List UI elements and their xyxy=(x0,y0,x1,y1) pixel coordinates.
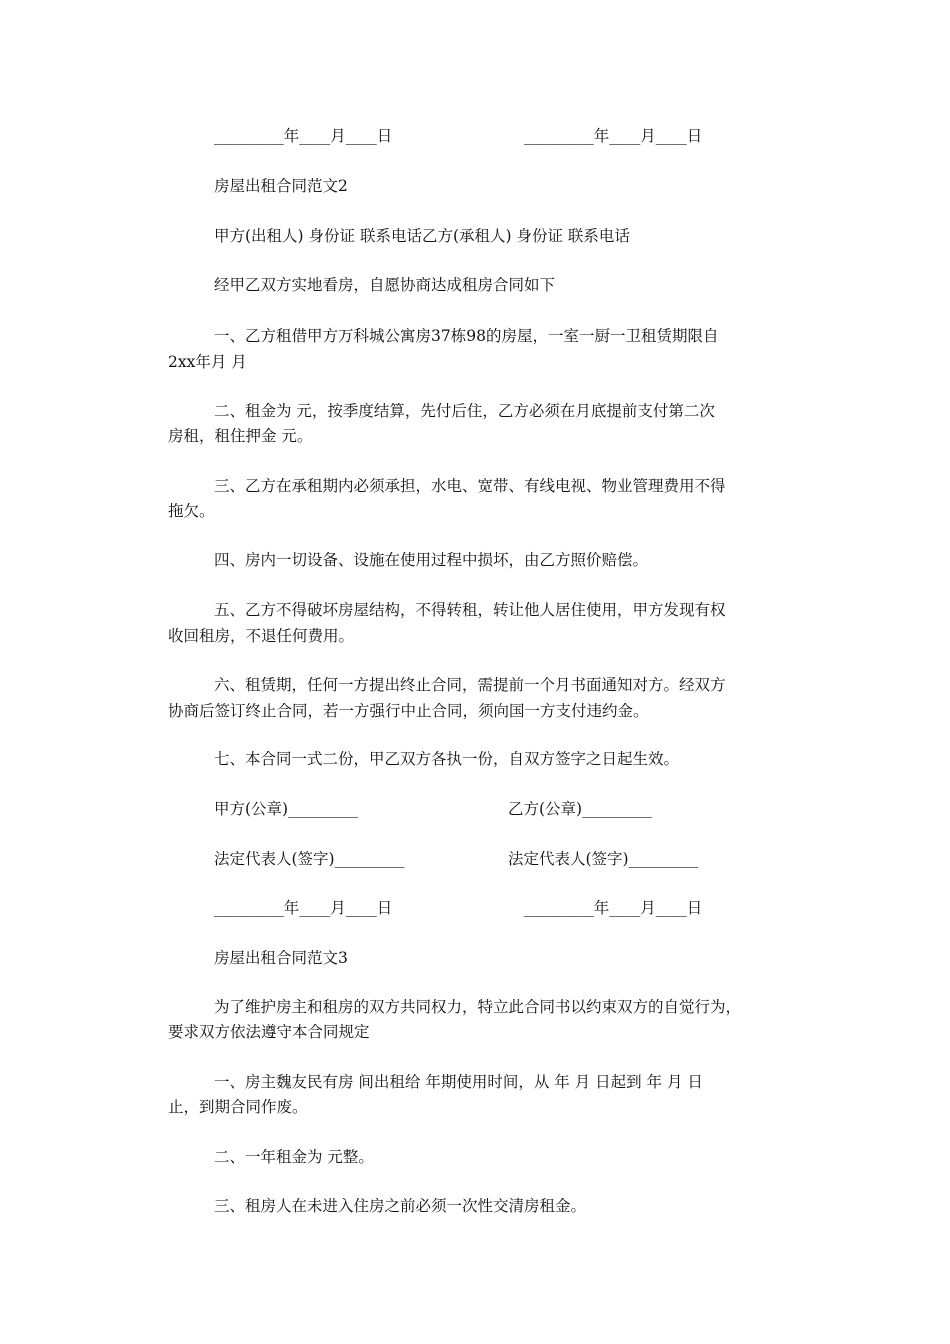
clause-5-line-1: 五、乙方不得破坏房屋结构，不得转租，转让他人居住使用，甲方发现有权 xyxy=(214,601,726,619)
clause-1-line-2: 2xx年月 月 xyxy=(168,353,247,371)
section3-title: 房屋出租合同范文3 xyxy=(214,949,348,967)
signature-party-b-seal: 乙方(公章)_________ xyxy=(508,800,652,818)
section3-clause-2-line-1: 二、一年租金为 元整。 xyxy=(214,1148,374,1166)
section3-clause-3-line-1: 三、租房人在未进入住房之前必须一次性交清房租金。 xyxy=(214,1197,587,1215)
clause-6-line-2: 协商后签订终止合同，若一方强行中止合同，须向国一方支付违约金。 xyxy=(168,702,649,720)
parties-line: 甲方(出租人) 身份证 联系电话乙方(承租人) 身份证 联系电话 xyxy=(214,227,630,245)
clause-2-line-2: 房租，租住押金 元。 xyxy=(168,427,313,445)
clause-4-line-1: 四、房内一切设备、设施在使用过程中损坏，由乙方照价赔偿。 xyxy=(214,551,649,569)
top-date-left: _________年____月____日 xyxy=(214,127,393,145)
clause-6-line-1: 六、租赁期，任何一方提出终止合同，需提前一个月书面通知对方。经双方 xyxy=(214,676,726,694)
section3-clause-1-line-2: 止，到期合同作废。 xyxy=(168,1098,308,1116)
signature-party-b-representative: 法定代表人(签字)_________ xyxy=(508,850,699,868)
date2-left: _________年____月____日 xyxy=(214,899,393,917)
clause-3-line-2: 拖欠。 xyxy=(168,502,215,520)
section3-intro-line-2: 要求双方依法遵守本合同规定 xyxy=(168,1023,370,1041)
clause-1-line-1: 一、乙方租借甲方万科城公寓房37栋98的房屋，一室一厨一卫租赁期限自 xyxy=(214,327,719,345)
signature-party-a-seal: 甲方(公章)_________ xyxy=(214,800,358,818)
top-date-right: _________年____月____日 xyxy=(524,127,703,145)
date2-right: _________年____月____日 xyxy=(524,899,703,917)
clause-7-line-1: 七、本合同一式二份，甲乙双方各执一份，自双方签字之日起生效。 xyxy=(214,750,680,768)
section3-intro-line-1: 为了维护房主和租房的双方共同权力，特立此合同书以约束双方的自觉行为， xyxy=(214,998,742,1016)
section2-title: 房屋出租合同范文2 xyxy=(214,177,348,195)
clause-3-line-1: 三、乙方在承租期内必须承担，水电、宽带、有线电视、物业管理费用不得 xyxy=(214,477,726,495)
clause-2-line-1: 二、租金为 元，按季度结算，先付后住，乙方必须在月底提前支付第二次 xyxy=(214,402,715,420)
section3-clause-1-line-1: 一、房主魏友民有房 间出租给 年期使用时间，从 年 月 日起到 年 月 日 xyxy=(214,1073,703,1091)
intro-paragraph: 经甲乙双方实地看房，自愿协商达成租房合同如下 xyxy=(214,276,556,294)
clause-5-line-2: 收回租房，不退任何费用。 xyxy=(168,627,355,645)
signature-party-a-representative: 法定代表人(签字)_________ xyxy=(214,850,405,868)
